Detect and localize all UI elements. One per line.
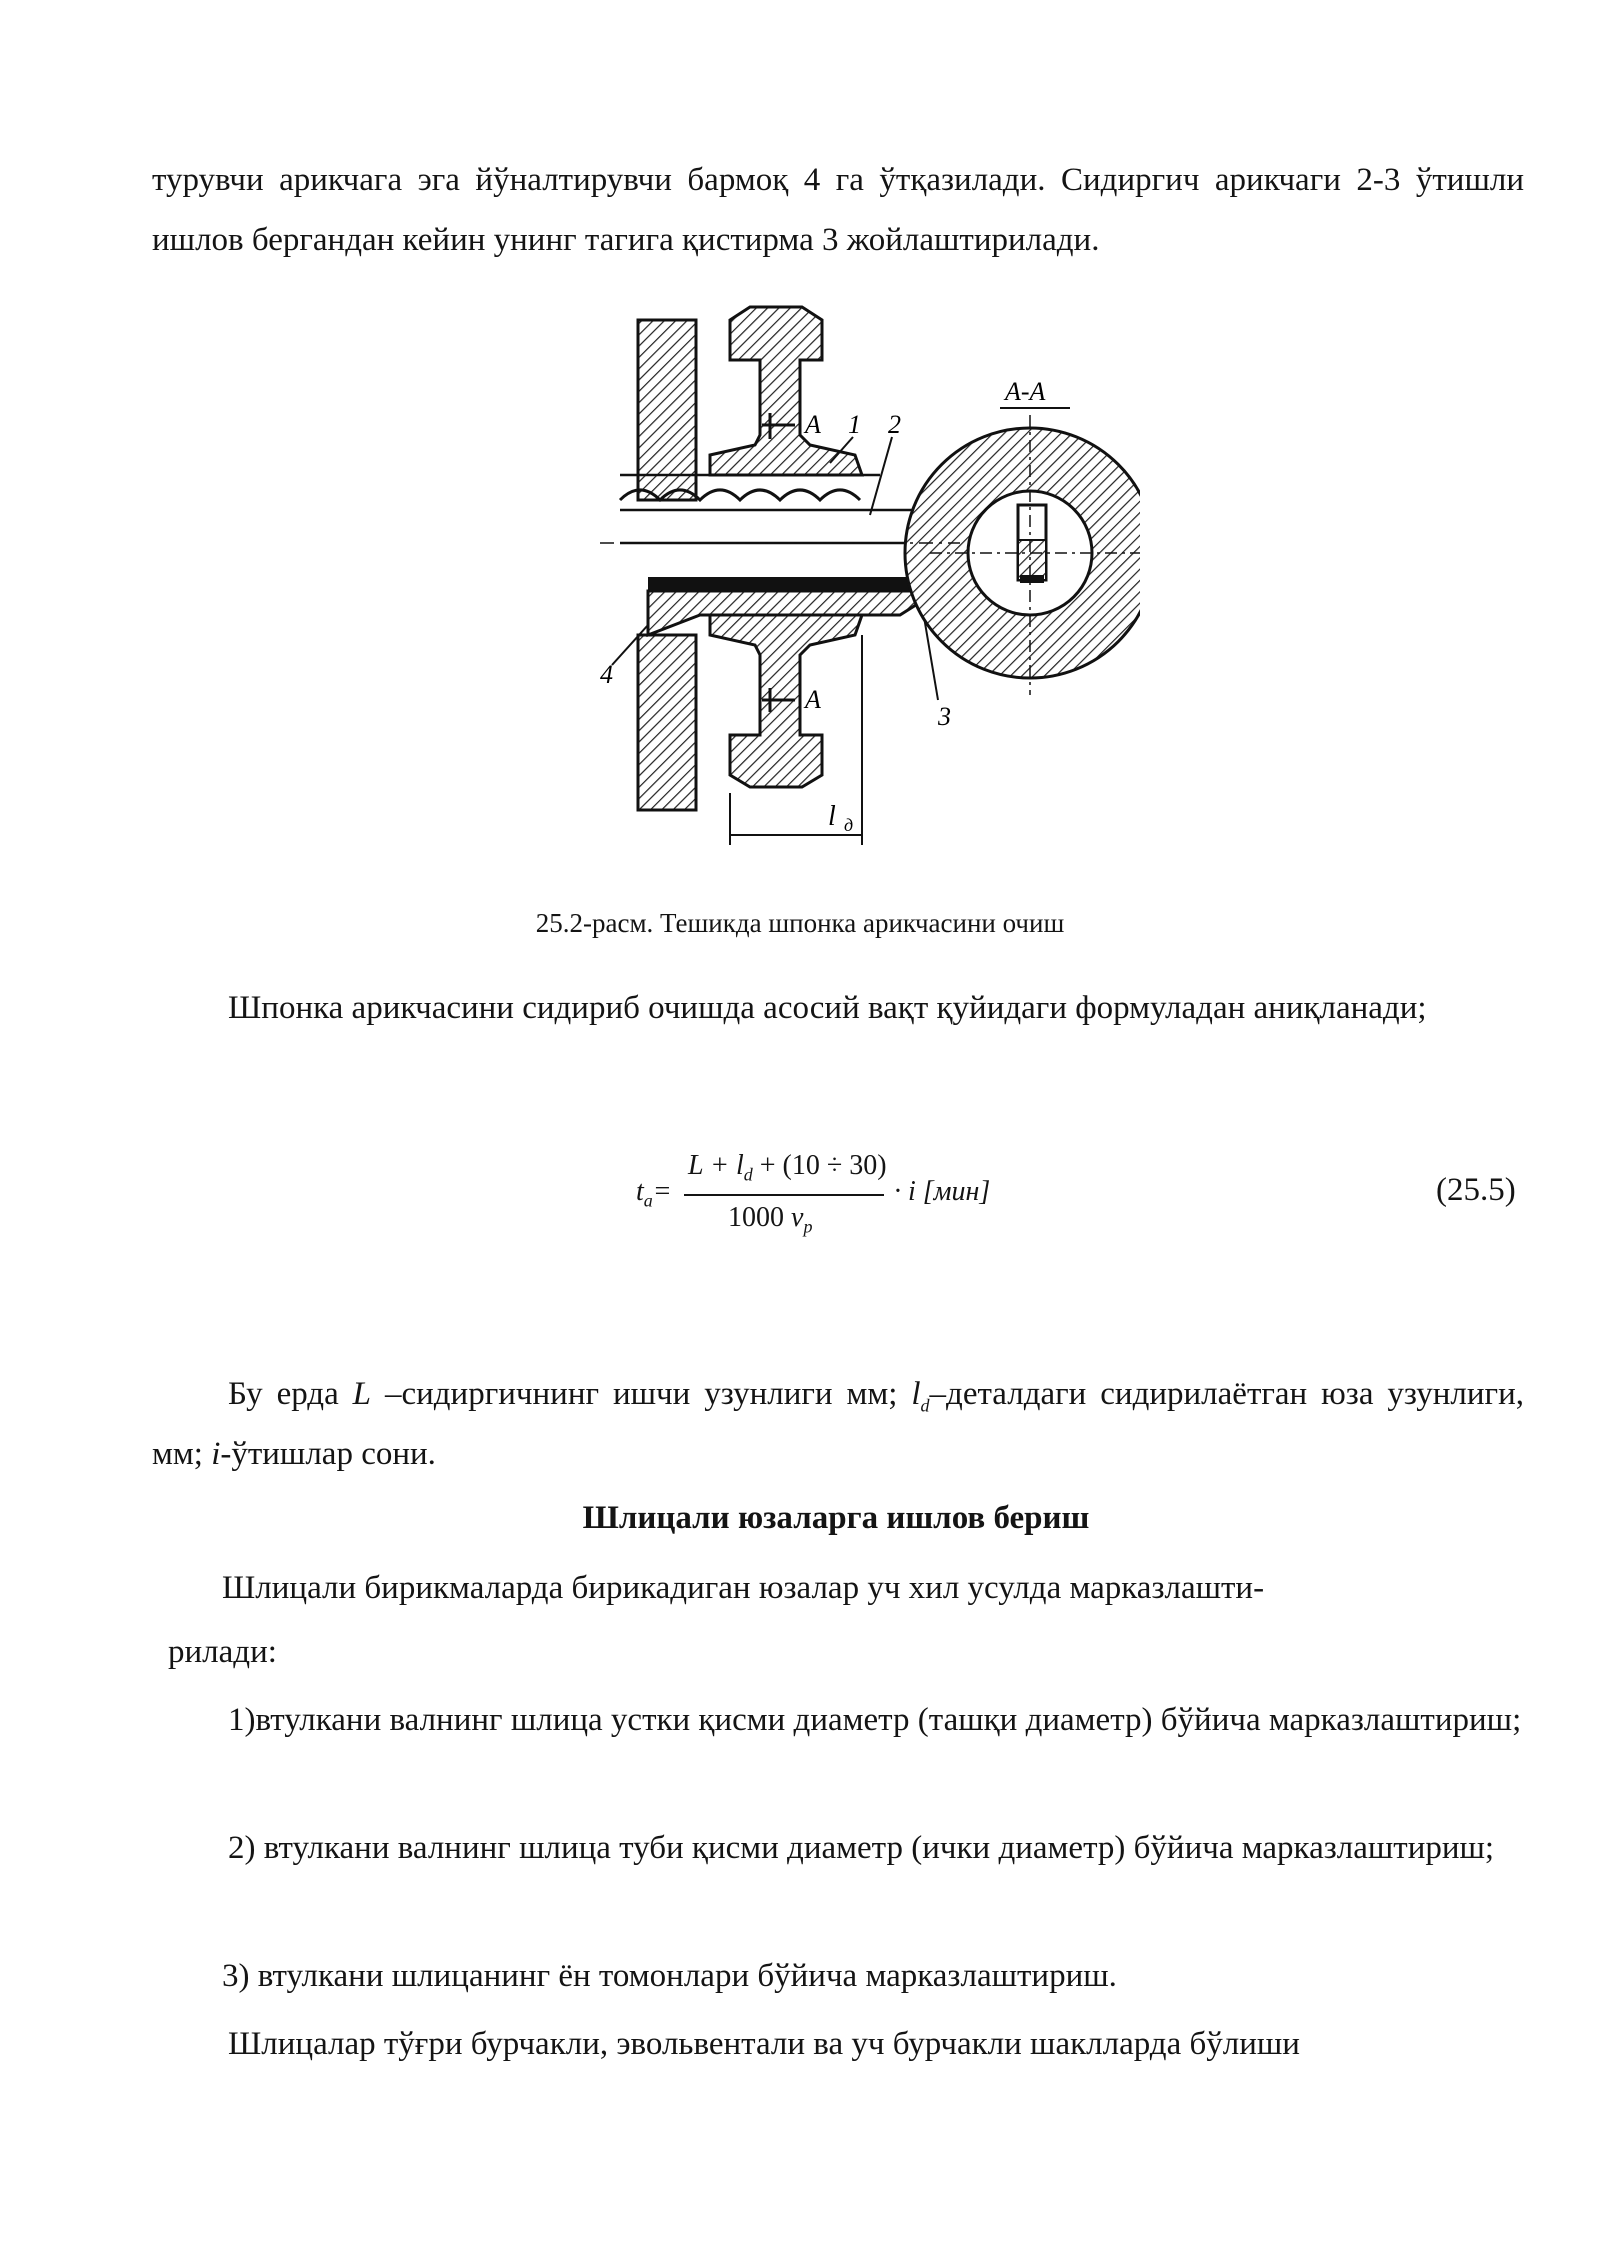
section-heading: Шлицали юзаларга ишлов бериш (582, 1500, 1090, 1536)
technical-drawing (600, 305, 1140, 875)
fixture-wall-lower (638, 635, 696, 810)
label-section-a-bottom: A (805, 685, 821, 714)
label-part-2: 2 (888, 410, 901, 439)
label-section-aa: A-A (1005, 377, 1046, 406)
fixture-wall-upper (638, 320, 696, 500)
shim-bar (648, 577, 938, 591)
formula-25-5 (636, 1150, 1016, 1240)
formula-numerator: $L + l_d + (10 \div 30)$ (688, 1150, 887, 1185)
formula-lhs: $t_a=$ (636, 1176, 672, 1211)
label-part-1: 1 (848, 410, 861, 439)
paragraph-shapes: Шлицалар тўғри бурчакли, эвольвентали ва уч бурчакли шаклларда бўлиши (228, 2026, 1300, 2062)
figure-caption: 25.2-расм. Тешикда шпонка арикчасини очиш (535, 908, 1065, 938)
label-length-ld: l (828, 801, 836, 832)
formula-tail: · i [мин] (894, 1176, 991, 1207)
paragraph-intro: турувчи арикчага эга йўналтирувчи бармоқ 4 га ўтқазилади. Сидиргич арикчаги 2-3 ўтишли ишлов бергандан кейин унинг тагига қистирма 3 жойлаштирилади. (152, 162, 1524, 258)
paragraph-centering-intro-cont: рилади: (168, 1634, 277, 1670)
paragraph-notation: Бу ерда L –сидиргичнинг ишчи узунлиги мм; $l_d$–деталдаги сидирилаётган юза узунлиги, мм; i-ўтишлар сони. (152, 1376, 1524, 1472)
paragraph-item-3: 3) втулкани шлицанинг ён томонлари бўйича марказлаштириш. (222, 1958, 1117, 1994)
formula-denominator: 1000 $v_p$ (728, 1202, 813, 1237)
paragraph-formula-intro: Шпонка арикчасини сидириб очишда асосий вақт қуйидаги формуладан аниқланади; (228, 990, 1427, 1026)
label-section-a-top: A (805, 410, 821, 439)
label-part-4: 4 (600, 660, 613, 689)
gear-upper-part (710, 307, 862, 475)
label-part-3: 3 (938, 702, 951, 731)
paragraph-item-1: 1)втулкани валнинг шлица устки қисми диаметр (ташқи диаметр) бўйича марказлаштириш; (228, 1702, 1522, 1738)
paragraph-item-2: 2) втулкани валнинг шлица туби қисми диаметр (ички диаметр) бўйича марказлаштириш; (228, 1830, 1495, 1866)
formula-fraction-line (684, 1194, 884, 1196)
equation-number: (25.5) (1436, 1172, 1516, 1208)
label-length-ld-sub: д (844, 815, 854, 835)
figure-keyway-broaching (600, 305, 1140, 875)
paragraph-centering-intro: Шлицали бирикмаларда бирикадиган юзалар уч хил усулда марказлашти- (222, 1570, 1265, 1606)
